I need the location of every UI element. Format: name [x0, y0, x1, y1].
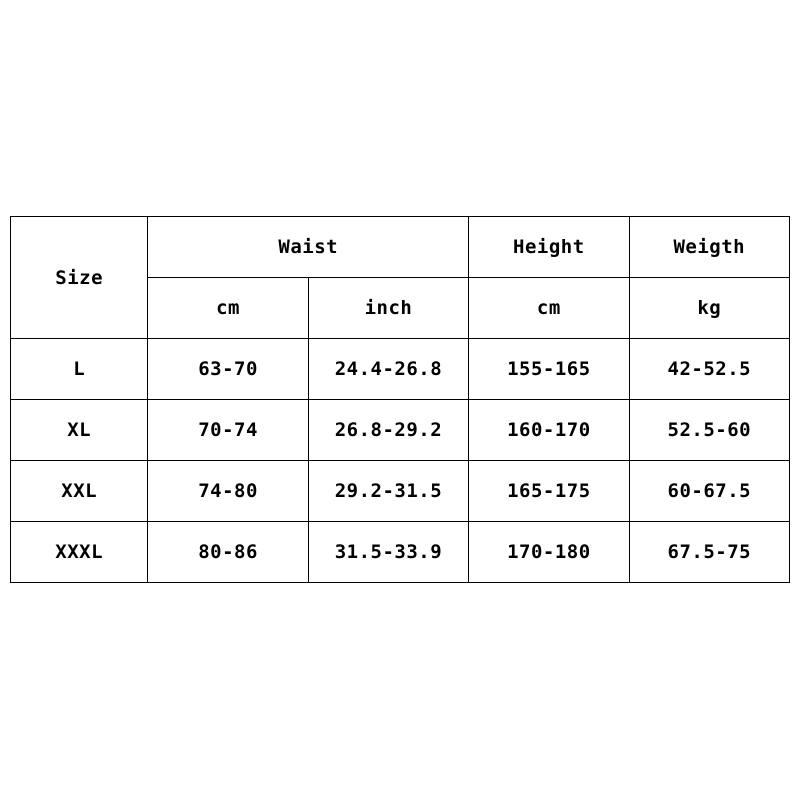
- height-cm-cell: 155-165: [469, 339, 629, 400]
- waist-header: Waist: [148, 217, 469, 278]
- table-row: [11, 461, 790, 522]
- table-row: [11, 339, 790, 400]
- size-cell: XL: [11, 400, 148, 461]
- size-cell: XXL: [11, 461, 148, 522]
- waist-cm-cell: 74-80: [148, 461, 308, 522]
- waist-inch-cell: 31.5-33.9: [308, 522, 468, 583]
- weight-kg-cell: 52.5-60: [629, 400, 789, 461]
- weight-kg-cell: 60-67.5: [629, 461, 789, 522]
- height-header: Height: [469, 217, 629, 278]
- waist-cm-cell: 70-74: [148, 400, 308, 461]
- weight-kg-unit: kg: [629, 278, 789, 339]
- waist-inch-cell: 24.4-26.8: [308, 339, 468, 400]
- weight-kg-cell: 42-52.5: [629, 339, 789, 400]
- waist-cm-cell: 80-86: [148, 522, 308, 583]
- header-row-top: [11, 217, 790, 278]
- waist-cm-cell: 63-70: [148, 339, 308, 400]
- table-row: [11, 522, 790, 583]
- size-cell: XXXL: [11, 522, 148, 583]
- waist-cm-unit: cm: [148, 278, 308, 339]
- size-chart-table: [10, 216, 790, 583]
- waist-inch-cell: 26.8-29.2: [308, 400, 468, 461]
- weight-header: Weigth: [629, 217, 789, 278]
- height-cm-cell: 170-180: [469, 522, 629, 583]
- height-cm-unit: cm: [469, 278, 629, 339]
- waist-inch-cell: 29.2-31.5: [308, 461, 468, 522]
- size-header: Size: [11, 217, 148, 339]
- height-cm-cell: 160-170: [469, 400, 629, 461]
- weight-kg-cell: 67.5-75: [629, 522, 789, 583]
- size-cell: L: [11, 339, 148, 400]
- height-cm-cell: 165-175: [469, 461, 629, 522]
- table-row: [11, 400, 790, 461]
- waist-inch-unit: inch: [308, 278, 468, 339]
